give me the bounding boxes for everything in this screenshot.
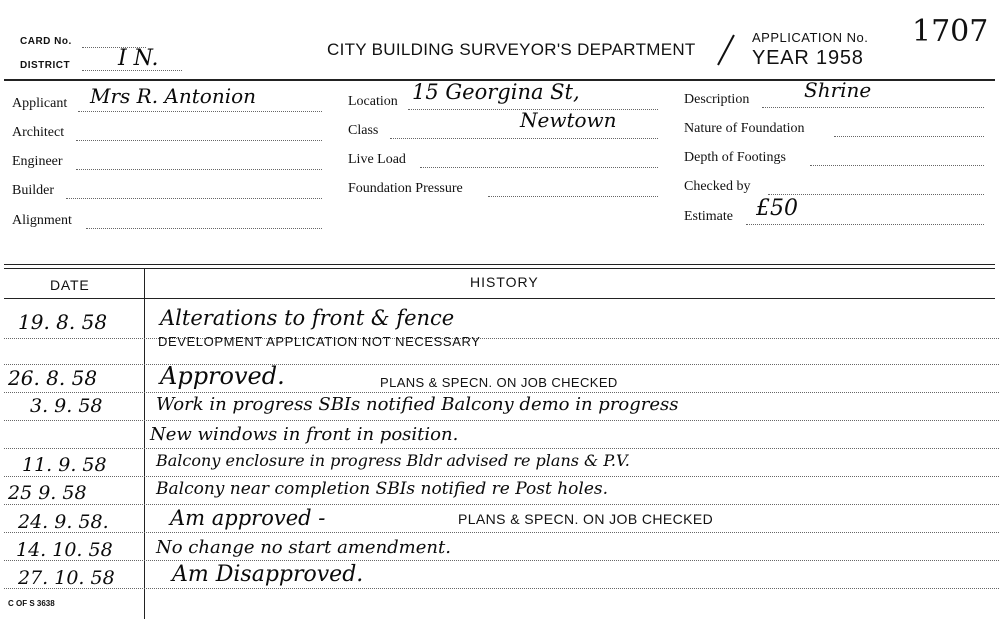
estimate-label: Estimate bbox=[684, 209, 733, 224]
history-date: 3. 9. 58 bbox=[30, 395, 103, 417]
year-label: YEAR 1958 bbox=[752, 47, 864, 69]
class-line bbox=[390, 138, 658, 139]
history-date: 25 9. 58 bbox=[8, 482, 87, 504]
form-code: C OF S 3638 bbox=[8, 599, 55, 608]
description-value: Shrine bbox=[804, 78, 872, 102]
history-entry: New windows in front in position. bbox=[150, 424, 459, 445]
depth-footings-label: Depth of Footings bbox=[684, 150, 786, 165]
slash-divider bbox=[717, 35, 735, 66]
description-label: Description bbox=[684, 92, 750, 107]
alignment-line bbox=[86, 228, 322, 229]
applicant-value: Mrs R. Antonion bbox=[90, 84, 257, 108]
engineer-line bbox=[76, 169, 322, 170]
application-number: 1707 bbox=[912, 14, 989, 49]
card-no-label: CARD No. bbox=[20, 36, 72, 47]
checked-by-label: Checked by bbox=[684, 179, 751, 194]
date-column-divider bbox=[144, 269, 145, 619]
nature-foundation-label: Nature of Foundation bbox=[684, 121, 805, 136]
location-label: Location bbox=[348, 94, 398, 109]
history-stamp: PLANS & SPECN. ON JOB CHECKED bbox=[380, 375, 618, 390]
history-header-rule bbox=[4, 298, 995, 299]
history-entry: No change no start amendment. bbox=[156, 537, 451, 558]
nature-foundation-line bbox=[834, 136, 984, 137]
architect-line bbox=[76, 140, 322, 141]
history-date: 27. 10. 58 bbox=[18, 567, 115, 589]
department-title: CITY BUILDING SURVEYOR'S DEPARTMENT bbox=[327, 40, 696, 59]
foundation-pressure-line bbox=[488, 196, 658, 197]
estimate-line bbox=[746, 224, 984, 225]
date-header: DATE bbox=[50, 277, 90, 293]
history-entry: Work in progress SBIs notified Balcony demo in progress bbox=[156, 394, 679, 415]
description-line bbox=[762, 107, 984, 108]
history-rule-top-2 bbox=[4, 268, 995, 269]
history-rule-top bbox=[4, 264, 995, 265]
history-entry: Balcony enclosure in progress Bldr advised re plans & P.V. bbox=[156, 451, 630, 470]
district-value: I N. bbox=[118, 46, 159, 71]
location-value: 15 Georgina St, bbox=[412, 80, 580, 104]
class-value: Newtown bbox=[520, 108, 617, 132]
engineer-label: Engineer bbox=[12, 154, 63, 169]
history-entry: Am Disapproved. bbox=[172, 562, 364, 587]
history-stamp: PLANS & SPECN. ON JOB CHECKED bbox=[458, 511, 714, 527]
history-header: HISTORY bbox=[470, 274, 539, 290]
estimate-value: £50 bbox=[756, 196, 798, 221]
depth-footings-line bbox=[810, 165, 984, 166]
checked-by-line bbox=[768, 194, 984, 195]
history-date: 24. 9. 58. bbox=[18, 511, 109, 533]
alignment-label: Alignment bbox=[12, 213, 72, 228]
applicant-line bbox=[78, 111, 322, 112]
history-date: 26. 8. 58 bbox=[8, 366, 98, 390]
applicant-label: Applicant bbox=[12, 96, 68, 111]
history-date: 14. 10. 58 bbox=[16, 539, 113, 561]
builder-label: Builder bbox=[12, 183, 54, 198]
history-entry: Approved. bbox=[160, 362, 285, 390]
history-date: 11. 9. 58 bbox=[22, 454, 107, 476]
live-load-line bbox=[420, 167, 658, 168]
class-label: Class bbox=[348, 123, 379, 138]
live-load-label: Live Load bbox=[348, 152, 406, 167]
builder-line bbox=[66, 198, 322, 199]
history-entry: Alterations to front & fence bbox=[160, 306, 455, 330]
history-date: 19. 8. 58 bbox=[18, 310, 108, 334]
history-entry: Am approved - bbox=[170, 506, 326, 530]
history-entry: Balcony near completion SBIs notified re Post holes. bbox=[156, 479, 609, 499]
district-label: DISTRICT bbox=[20, 60, 71, 71]
foundation-pressure-label: Foundation Pressure bbox=[348, 181, 463, 196]
architect-label: Architect bbox=[12, 125, 65, 140]
application-no-label: APPLICATION No. bbox=[752, 30, 869, 45]
history-stamp: DEVELOPMENT APPLICATION NOT NECESSARY bbox=[158, 334, 481, 349]
